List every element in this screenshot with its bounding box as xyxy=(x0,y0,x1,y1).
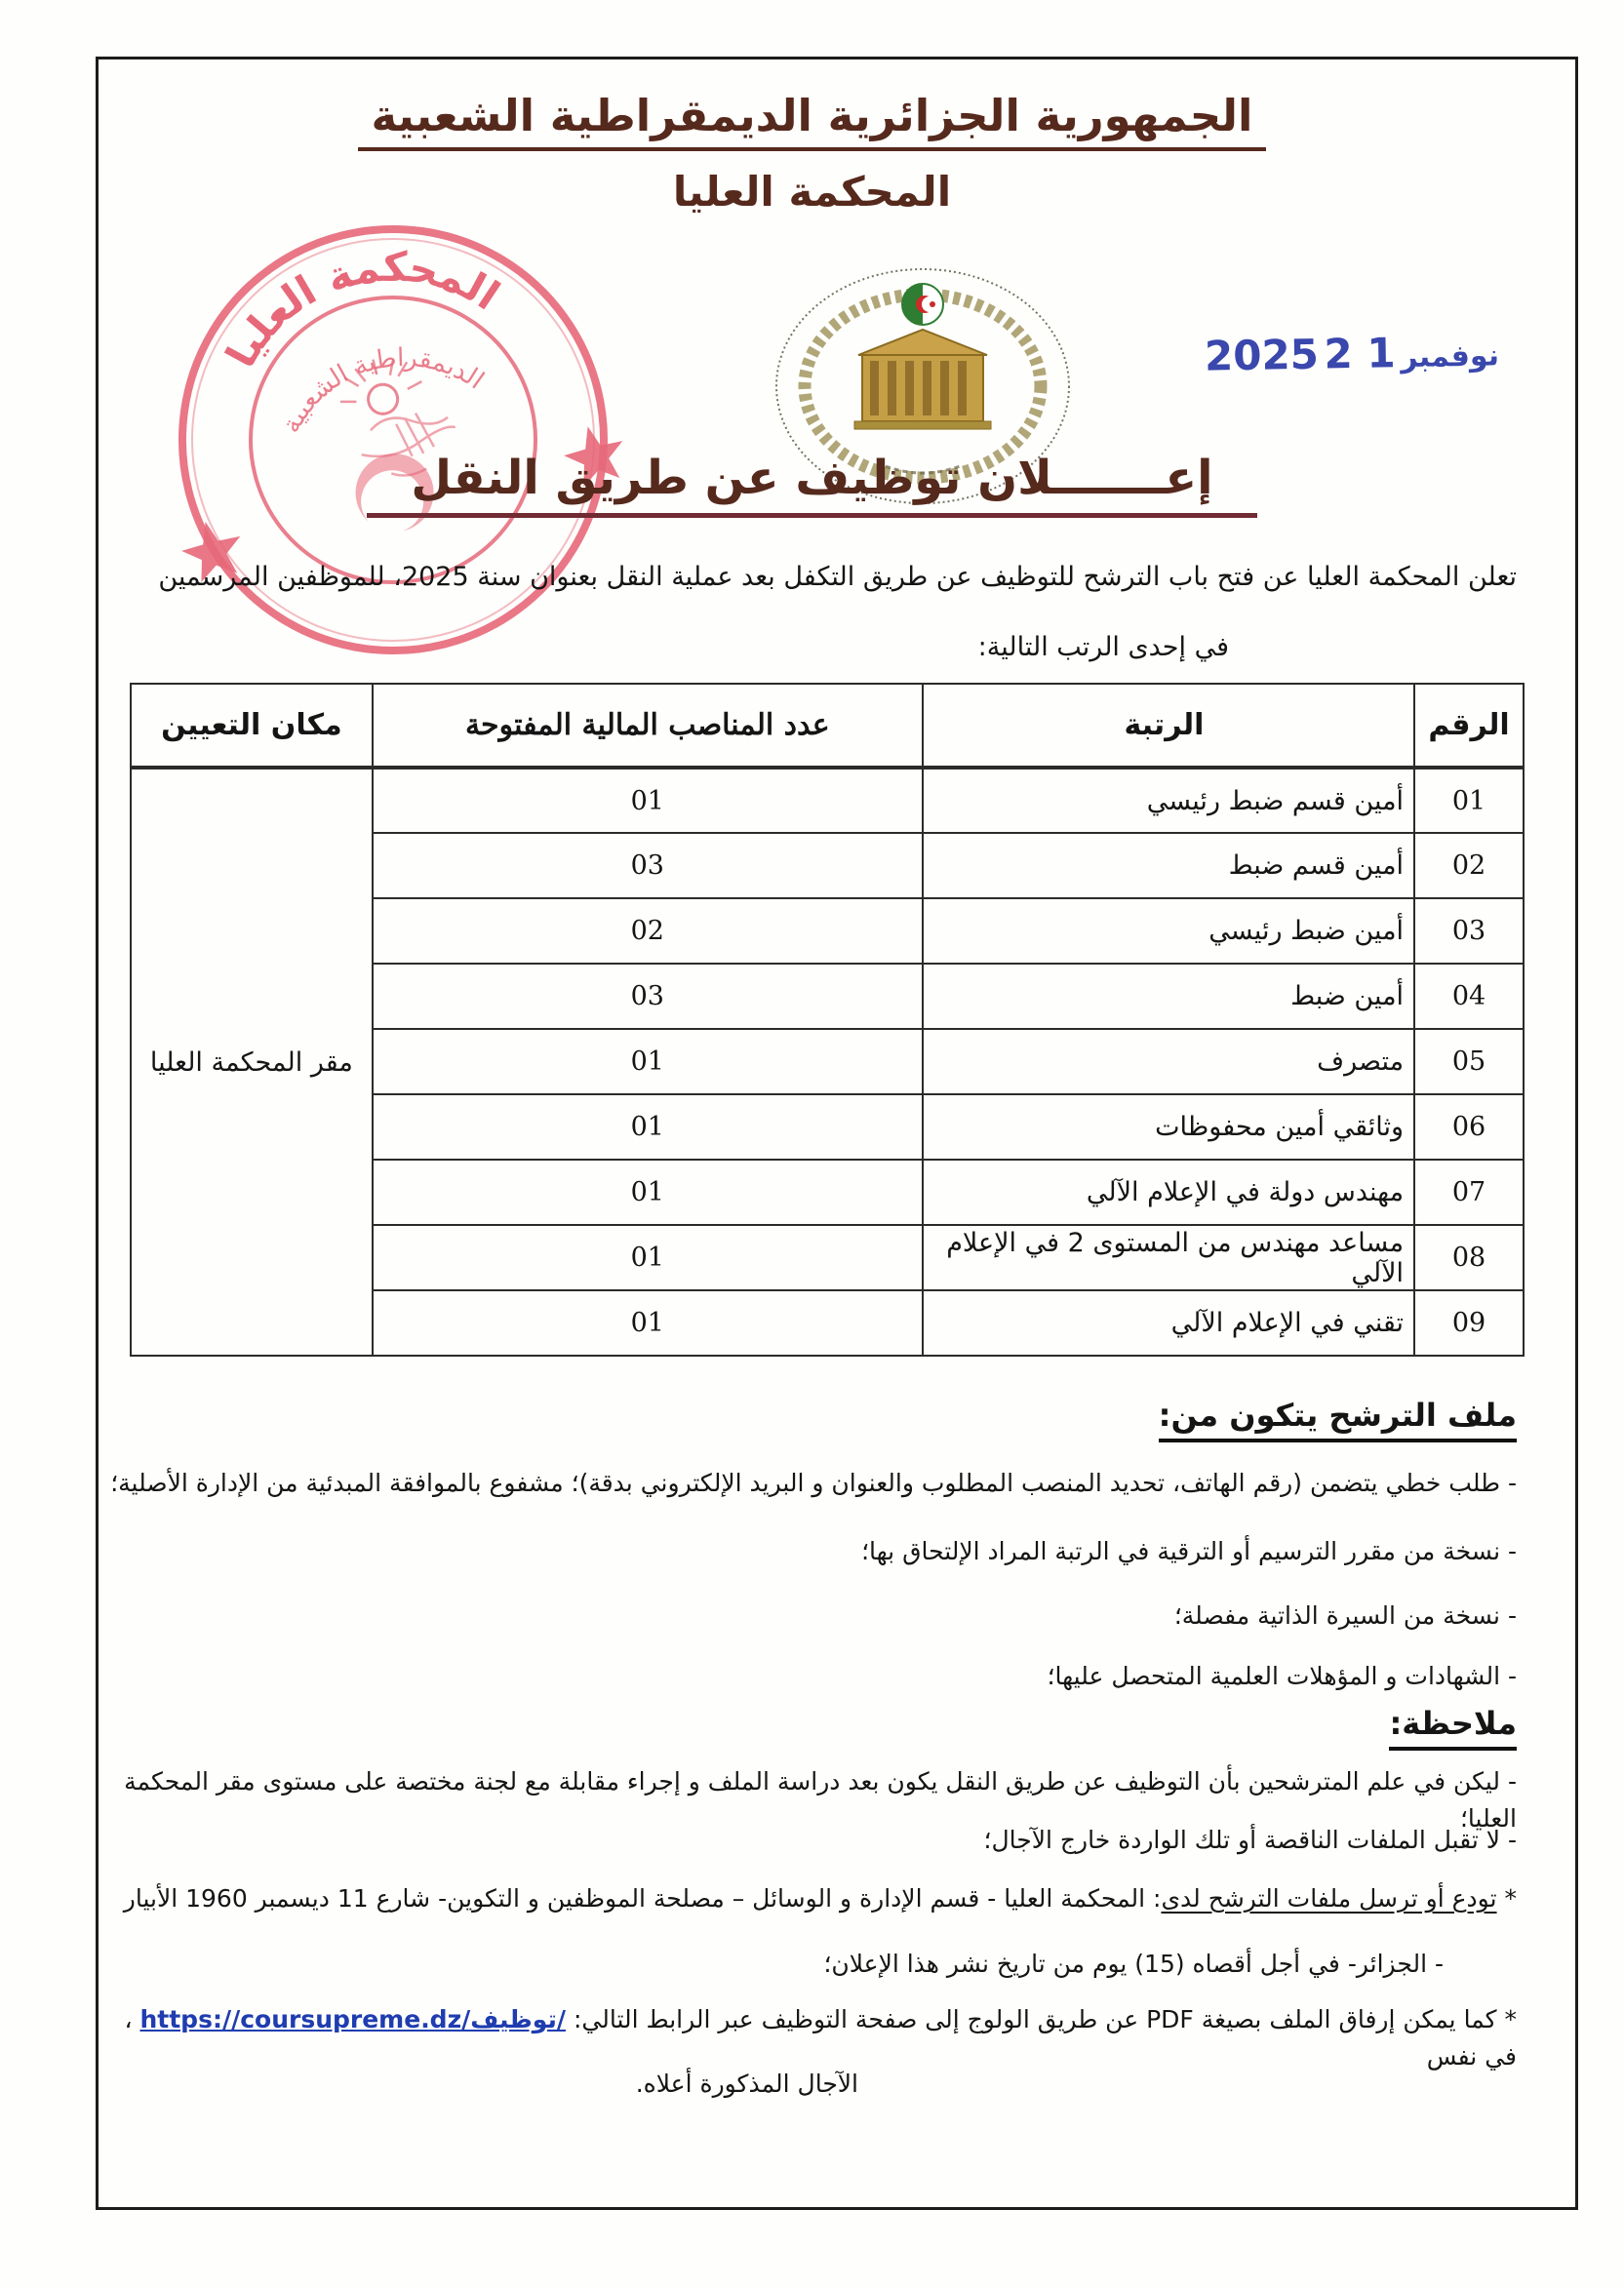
positions-table xyxy=(130,683,1525,1357)
row-count: 02 xyxy=(373,898,923,964)
intro-paragraph-line2: في إحدى الرتب التالية: xyxy=(977,632,1229,662)
deposit-address: : المحكمة العليا - قسم الإدارة و الوسائل – مصلحة الموظفين و التكوين- شارع 11 ديسمبر 1960 الأبيار xyxy=(123,1884,1162,1913)
pdf-line-continuation: الآجال المذكورة أعلاه. xyxy=(635,2070,858,2098)
table-row xyxy=(131,768,1524,833)
seal-top-text: المحكمة العليا xyxy=(216,242,508,375)
file-item: - نسخة من السيرة الذاتية مفصلة؛ xyxy=(1173,1601,1517,1630)
row-number: 02 xyxy=(1414,833,1524,898)
row-number: 09 xyxy=(1414,1290,1524,1356)
pdf-line-suffix: ، في نفس xyxy=(124,2005,1517,2071)
pdf-line-prefix: * كما يمكن إرفاق الملف بصيغة PDF عن طريق الولوج إلى صفحة التوظيف عبر الرابط التالي: xyxy=(566,2005,1517,2033)
table-header-row xyxy=(131,684,1524,768)
deposit-underlined-phrase: تودع أو ترسل ملفات الترشح لدى xyxy=(1161,1884,1497,1913)
date-day: 1 2 xyxy=(1324,329,1396,378)
col-header-open-positions: عدد المناصب المالية المفتوحة xyxy=(373,684,923,768)
row-count: 01 xyxy=(373,1160,923,1225)
date-received-stamp xyxy=(1205,327,1500,379)
row-number: 05 xyxy=(1414,1029,1524,1094)
note-item: - لا تقبل الملفات الناقصة أو تلك الواردة خارج الآجال؛ xyxy=(983,1826,1517,1854)
row-count: 01 xyxy=(373,1290,923,1356)
seal-inner-text: الديمقراطية الشعبية xyxy=(276,342,490,438)
row-number: 01 xyxy=(1414,768,1524,833)
red-seal-stamp-icon xyxy=(154,191,632,679)
row-number: 03 xyxy=(1414,898,1524,964)
deadline-line: - الجزائر- في أجل أقصاه (15) يوم من تاريخ نشر هذا الإعلان؛ xyxy=(823,1950,1444,1978)
republic-title: الجمهورية الجزائرية الديمقراطية الشعبية xyxy=(0,90,1624,141)
row-rank: أمين ضبط رئيسي xyxy=(923,898,1414,964)
pdf-line xyxy=(102,2001,1517,2074)
row-count: 01 xyxy=(373,1094,923,1160)
announcement-title: إعـــــــلان توظيف عن طريق النقل xyxy=(0,451,1624,518)
note-section-heading: ملاحظة: xyxy=(1389,1705,1517,1742)
file-item: - طلب خطي يتضمن (رقم الهاتف، تحديد المنصب المطلوب والعنوان و البريد الإلكتروني بدقة)؛ مشفوع بالموافقة المبدئية من الإدارة الأصلية؛ xyxy=(110,1469,1517,1497)
row-rank: أمين ضبط xyxy=(923,964,1414,1029)
row-count: 03 xyxy=(373,964,923,1029)
deposit-asterisk: * xyxy=(1496,1884,1517,1913)
row-rank: مساعد مهندس من المستوى 2 في الإعلام الآلي xyxy=(923,1225,1414,1290)
row-number: 08 xyxy=(1414,1225,1524,1290)
row-count: 01 xyxy=(373,1029,923,1094)
svg-text:الديمقراطية الشعبية xyxy=(264,321,495,443)
note-item: - ليكن في علم المترشحين بأن التوظيف عن طريق النقل يكون بعد دراسة الملف و إجراء مقابلة مع لجنة مختصة على مستوى مقر المحكمة العليا؛ xyxy=(124,1767,1517,1833)
col-header-rank: الرتبة xyxy=(923,684,1414,768)
row-rank: أمين قسم ضبط رئيسي xyxy=(923,768,1414,833)
row-rank: تقني في الإعلام الآلي xyxy=(923,1290,1414,1356)
row-number: 04 xyxy=(1414,964,1524,1029)
location-merged-cell: مقر المحكمة العليا xyxy=(131,768,373,1356)
row-rank: وثائقي أمين محفوظات xyxy=(923,1094,1414,1160)
col-header-number: الرقم xyxy=(1414,684,1524,768)
date-year: 2025 xyxy=(1204,330,1320,380)
row-number: 07 xyxy=(1414,1160,1524,1225)
deposit-line xyxy=(102,1880,1517,1917)
row-count: 01 xyxy=(373,768,923,833)
row-count: 01 xyxy=(373,1225,923,1290)
row-number: 06 xyxy=(1414,1094,1524,1160)
row-count: 03 xyxy=(373,833,923,898)
file-item: - الشهادات و المؤهلات العلمية المتحصل عليها؛ xyxy=(1047,1662,1517,1690)
date-month: نوفمبر xyxy=(1400,338,1500,375)
row-rank: متصرف xyxy=(923,1029,1414,1094)
file-section-heading: ملف الترشح يتكون من: xyxy=(1159,1397,1517,1434)
row-rank: أمين قسم ضبط xyxy=(923,833,1414,898)
court-title: المحكمة العليا xyxy=(672,168,952,216)
row-rank: مهندس دولة في الإعلام الآلي xyxy=(923,1160,1414,1225)
col-header-location: مكان التعيين xyxy=(131,684,373,768)
file-item: - نسخة من مقرر الترسيم أو الترقية في الرتبة المراد الإلتحاق بها؛ xyxy=(861,1537,1517,1565)
intro-paragraph-line1: تعلن المحكمة العليا عن فتح باب الترشح للتوظيف عن طريق التكفل بعد عملية النقل بعنوان سنة 2025، للموظفين المرسمين xyxy=(158,562,1517,592)
recruitment-link[interactable]: /توظيف/https://coursupreme.dz xyxy=(139,2005,566,2033)
